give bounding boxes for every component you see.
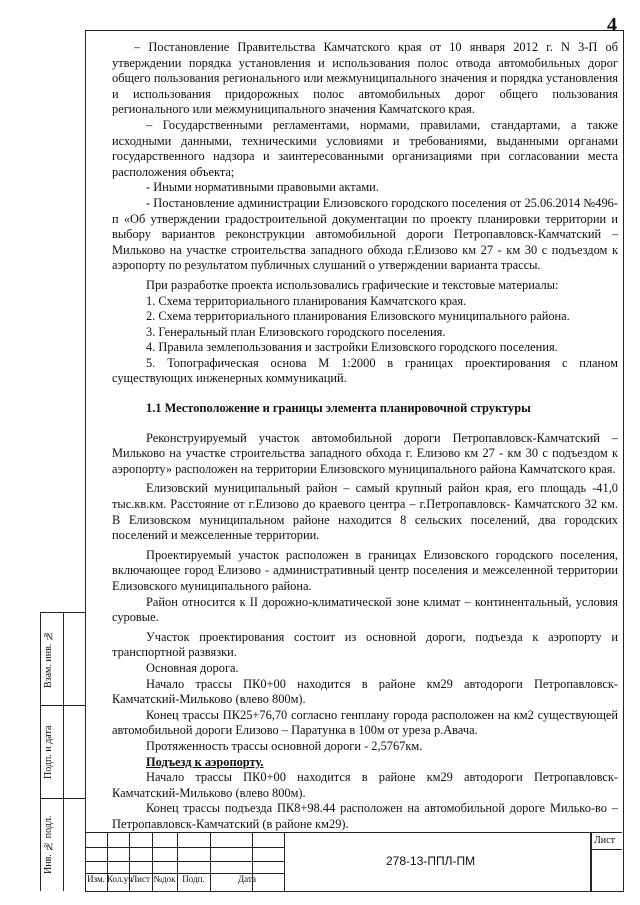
stamp-podp-data: Подп. и дата xyxy=(43,725,54,779)
page-number: 4 xyxy=(607,14,617,36)
location-section xyxy=(112,431,618,833)
paragraph: Проектируемый участок расположен в границах Елизовского городского поселения, включающее город Елизово - административный центр поселения и межселенной территории Елизовского муниципального района. xyxy=(112,547,618,593)
paragraph: Начало трассы ПК0+00 находится в районе км29 автодороги Петропавловск-Камчатский-Мильково (влево 800м). xyxy=(112,676,618,707)
paragraph: Основная дорога. xyxy=(146,660,239,675)
section-heading: 1.1 Местоположение и границы элемента планировочной структуры xyxy=(146,401,531,416)
intro-section xyxy=(112,40,618,387)
side-stamp xyxy=(40,612,86,891)
paragraph: - Иными нормативными правовыми актами. xyxy=(146,180,379,195)
document-body xyxy=(112,40,618,833)
paragraph: Реконструируемый участок автомобильной дороги Петропавловск-Камчатский – Мильково на участке строительства западного обхода г. Елизово км 27 - км 30 с подъездом к аэропорту» расположен на территории Елизовского муниципального района Камчатского края. xyxy=(112,430,618,476)
title-block-label: Лист xyxy=(131,874,150,884)
paragraph: – Государственными регламентами, нормами, правилами, стандартами, а также исходными данными, техническими условиями и требованиями, выданными органами государственного надзора и заинтересованными организациями при согласовании места расположения объекта; xyxy=(112,117,618,179)
paragraph: 3. Генеральный план Елизовского городского поселения. xyxy=(146,324,446,339)
title-block-label: Дата xyxy=(238,874,256,884)
document-code: 278-13-ППЛ-ПМ xyxy=(386,854,476,868)
title-block-label: Подп. xyxy=(182,874,205,884)
paragraph: Подъезд к аэропорту. xyxy=(146,754,264,769)
stamp-vzam-inv: Взам. инв. № xyxy=(43,630,54,688)
stamp-inv-podl: Инв. № подл. xyxy=(43,815,54,875)
title-block-label: Кол.уч xyxy=(107,874,133,884)
paragraph: Елизовский муниципальный район – самый крупный район края, его площадь -41,0 тыс.кв.км. Расстояние от г.Елизово до краевого центра – г.Петропавловск- Камчатского 32 км. В Елизовском муниципальном районе находится 8 сельских поселений, два городских поселений и межселенные территории. xyxy=(112,481,618,543)
paragraph: Протяженность трассы основной дороги - 2,5767км. xyxy=(146,738,423,753)
paragraph: Участок проектирования состоит из основной дороги, подъезда к аэропорту и транспортной развязки. xyxy=(112,629,618,660)
paragraph: – Постановление Правительства Камчатского края от 10 января 2012 г. N 3-П об утверждении порядка установления и использования полос отвода автомобильных дорог общего пользования регионального или межмуниципального значения и порядка установления и использования придорожных полос автомобильных дорог общего пользования регионального или межмуниципального значения Камчатского края. xyxy=(112,40,618,117)
sheet-label: Лист xyxy=(594,835,615,846)
paragraph: 2. Схема территориального планирования Елизовского муниципального района. xyxy=(146,309,570,324)
paragraph: Район относится к II дорожно-климатической зоне климат – континентальный, условия суровые. xyxy=(112,594,618,625)
paragraph: 1. Схема территориального планирования Камчатского края. xyxy=(146,293,467,308)
paragraph: Начало трассы ПК0+00 находится в районе км29 автодороги Петропавловск-Камчатский-Мильково (влево 800м). xyxy=(112,770,618,800)
paragraph: 5. Топографическая основа М 1:2000 в границах проектирования с планом существующих инженерных коммуникаций. xyxy=(112,355,618,386)
paragraph: Конец трассы ПК25+76,70 согласно генплану города расположен на км2 существующей автомобильной дороги Елизово – Паратунка в 100м от уреза р.Авача. xyxy=(112,707,618,738)
paragraph: Конец трассы подъезда ПК8+98.44 расположен на автомобильной дороге Милько-во – Петропавловск-Камчатский (в районе км29). xyxy=(112,801,618,831)
paragraph: - Постановление администрации Елизовского городского поселения от 25.06.2014 №496-п «Об утверждении градостроительной документации по проекту планировки территории и выбору вариантов реконструкции автомобильной дороги Петропавловск-Камчатский – Мильково на участке строительства западного обхода г.Елизово км 27 - км 30 с подъездом к аэропорту по результатом публичных слушаний о утверждении варианта трассы. xyxy=(112,195,618,273)
title-block-label: Изм. xyxy=(87,874,105,884)
paragraph: При разработке проекта использовались графические и текстовые материалы: xyxy=(146,277,559,292)
paragraph: 4. Правила землепользования и застройки Елизовского городского поселения. xyxy=(146,340,558,355)
title-block-label: №док xyxy=(153,874,176,884)
